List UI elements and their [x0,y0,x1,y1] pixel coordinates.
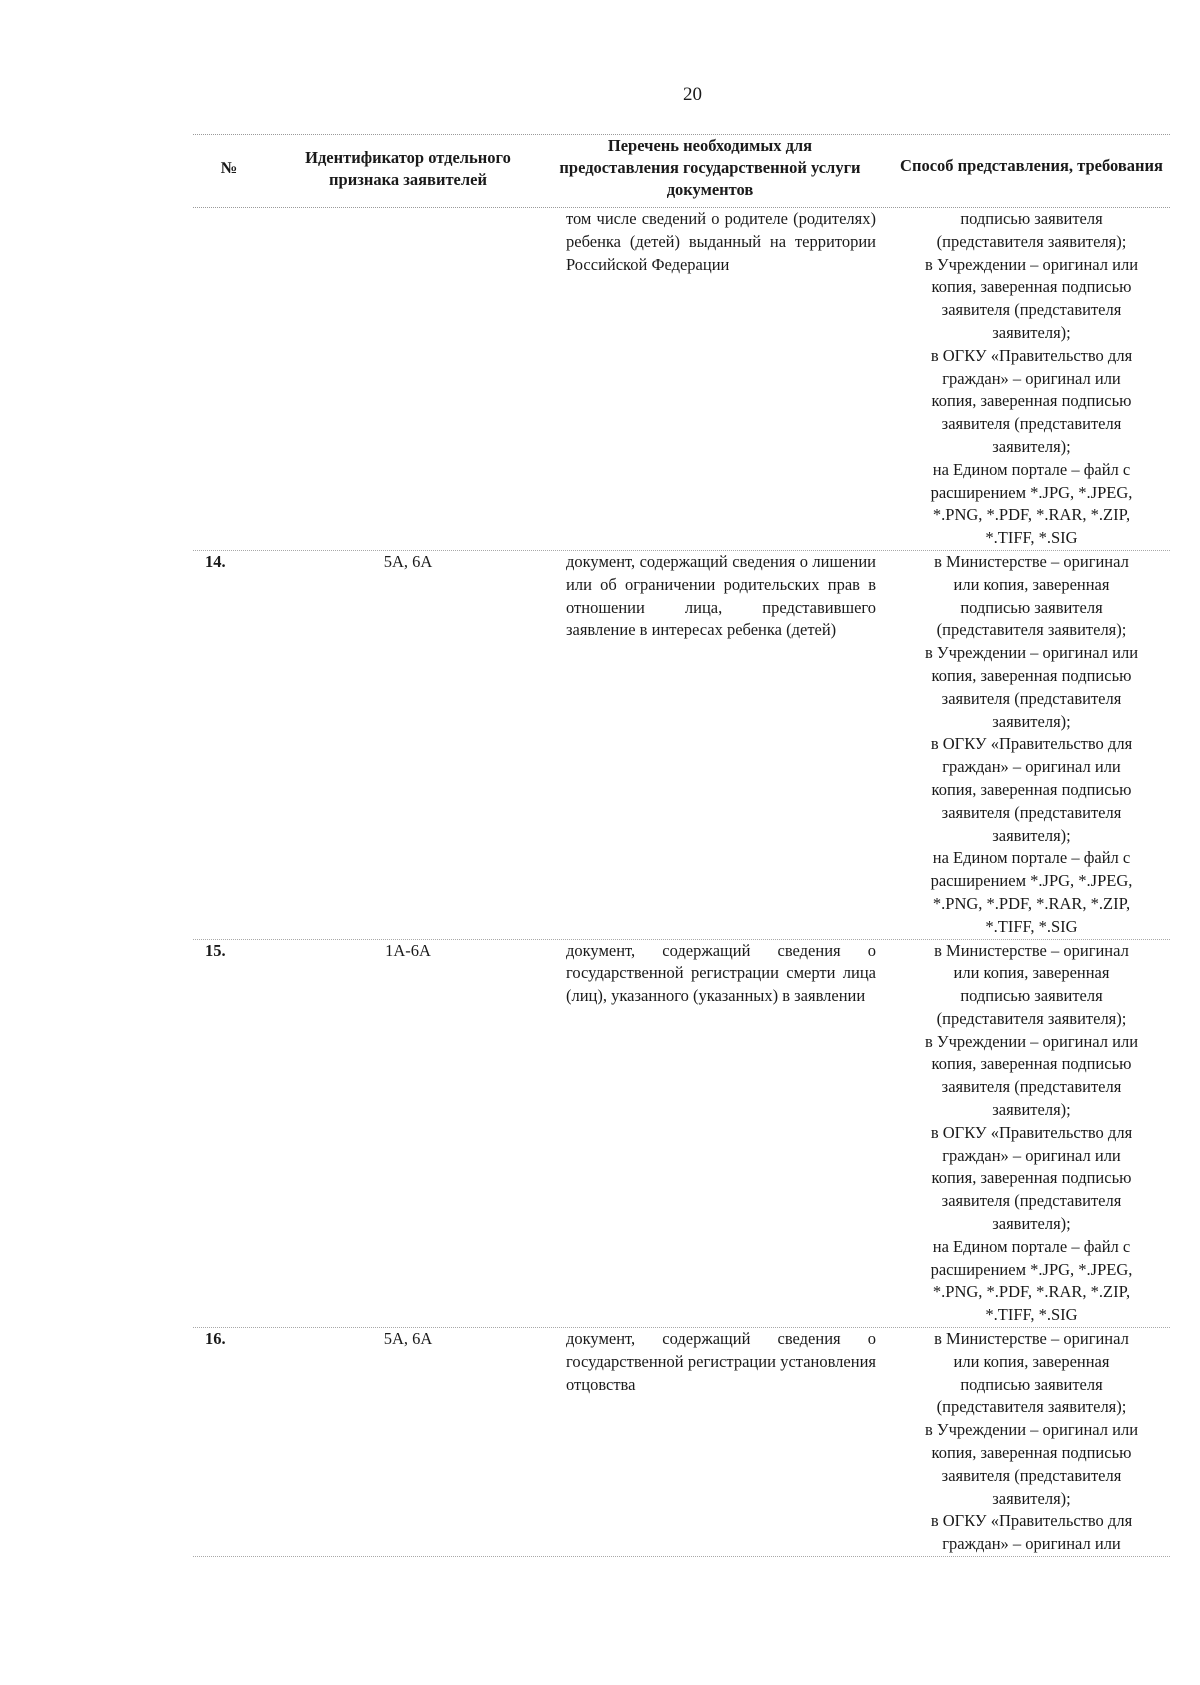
method-line: заявителя); [992,1100,1071,1120]
method-line: заявителя (представителя [941,1465,1122,1485]
method-line: *.PNG, *.PDF, *.RAR, *.ZIP, [932,1282,1131,1302]
method-line: *.PNG, *.PDF, *.RAR, *.ZIP, [932,893,1131,913]
method-line: граждан» – оригинал или [942,1534,1121,1554]
method-line: (представителя заявителя); [936,1008,1127,1028]
method-line: в Учреждении – оригинал или [924,1031,1139,1051]
method-line: заявителя (представителя [941,1077,1122,1097]
method-line: заявителя (представителя [941,688,1122,708]
row-number: 14. [205,551,226,571]
method-line: на Едином портале – файл с [932,1236,1131,1256]
documents-table [193,134,1170,1557]
table-header [193,134,1170,208]
method-line: или копия, заверенная [953,963,1110,983]
method-line: в Учреждении – оригинал или [924,254,1139,274]
method-cell [893,940,1170,1328]
table-row [193,1328,1170,1557]
method-line: копия, заверенная подписью [931,391,1132,411]
method-line: граждан» – оригинал или [942,368,1121,388]
method-line: *.TIFF, *.SIG [985,528,1078,548]
method-line: расширением *.JPG, *.JPEG, [930,871,1133,891]
method-cell [893,1328,1170,1556]
method-line: на Едином портале – файл с [932,459,1131,479]
method-line: заявителя); [992,825,1071,845]
documents-cell: документ, содержащий сведения о лишении или об ограничении родительских прав в отношении лица, представившего заявление в интересах ребенка (детей) [566,551,876,640]
row-number: 15. [205,940,226,960]
method-line: копия, заверенная подписью [931,277,1132,297]
method-line: граждан» – оригинал или [942,1145,1121,1165]
method-line: в Учреждении – оригинал или [924,643,1139,663]
method-line: копия, заверенная подписью [931,1443,1132,1463]
documents-cell: том числе сведений о родителе (родителях) ребенка (детей) выданный на территории Российской Федерации [566,209,876,274]
method-line: подписью заявителя [960,209,1103,228]
table-row [193,551,1170,940]
method-cell [893,551,1170,939]
page-number: 20 [683,84,702,105]
method-line: копия, заверенная подписью [931,665,1132,685]
identifier-cell: 5А, 6А [383,1329,433,1349]
method-line: заявителя (представителя [941,414,1122,434]
method-line: *.PNG, *.PDF, *.RAR, *.ZIP, [932,505,1131,525]
documents-cell: документ, содержащий сведения о государственной регистрации смерти лица (лиц), указанного (указанных) в заявлении [566,940,876,1006]
method-cell [893,208,1170,550]
method-line: расширением *.JPG, *.JPEG, [930,1259,1133,1279]
header-number: № [220,158,238,177]
method-line: граждан» – оригинал или [942,757,1121,777]
method-line: в Министерстве – оригинал [934,1329,1129,1349]
method-line: в ОГКУ «Правительство для [930,1122,1133,1142]
header-documents: Перечень необходимых для предоставления государственной услуги документов [559,136,861,199]
method-line: или копия, заверенная [953,1351,1110,1371]
method-line: на Едином портале – файл с [932,848,1131,868]
method-line: заявителя); [992,322,1071,342]
identifier-cell: 5А, 6А [383,551,433,571]
method-line: подписью заявителя [960,597,1103,617]
method-line: заявителя); [992,1214,1071,1234]
row-number: 16. [205,1329,226,1349]
method-line: заявителя); [992,436,1071,456]
method-line: в ОГКУ «Правительство для [930,345,1133,365]
method-line: *.TIFF, *.SIG [985,916,1078,936]
method-line: в ОГКУ «Правительство для [930,1511,1133,1531]
method-line: подписью заявителя [960,1374,1103,1394]
method-line: копия, заверенная подписью [931,1054,1132,1074]
method-line: заявителя); [992,711,1071,731]
identifier-cell: 1А-6А [385,940,431,960]
documents-cell: документ, содержащий сведения о государственной регистрации установления отцовства [566,1329,876,1394]
method-line: в ОГКУ «Правительство для [930,734,1133,754]
method-line: в Министерстве – оригинал [934,940,1129,960]
method-line: расширением *.JPG, *.JPEG, [930,482,1133,502]
method-line: в Министерстве – оригинал [934,551,1129,571]
method-line: копия, заверенная подписью [931,779,1132,799]
method-line: (представителя заявителя); [936,1397,1127,1417]
method-line: заявителя (представителя [941,802,1122,822]
method-line: заявителя (представителя [941,300,1122,320]
method-line: *.TIFF, *.SIG [985,1305,1078,1325]
table-row [193,940,1170,1329]
method-line: копия, заверенная подписью [931,1168,1132,1188]
method-line: подписью заявителя [960,986,1103,1006]
header-method: Способ представления, требования [900,156,1163,175]
method-line: заявителя); [992,1488,1071,1508]
table-row-continuation [193,208,1170,551]
method-line: заявителя (представителя [941,1191,1122,1211]
method-line: или копия, заверенная [953,574,1110,594]
method-line: (представителя заявителя); [936,231,1127,251]
header-identifier: Идентификатор отдельного признака заявителей [305,148,511,189]
method-line: (представителя заявителя); [936,620,1127,640]
method-line: в Учреждении – оригинал или [924,1420,1139,1440]
